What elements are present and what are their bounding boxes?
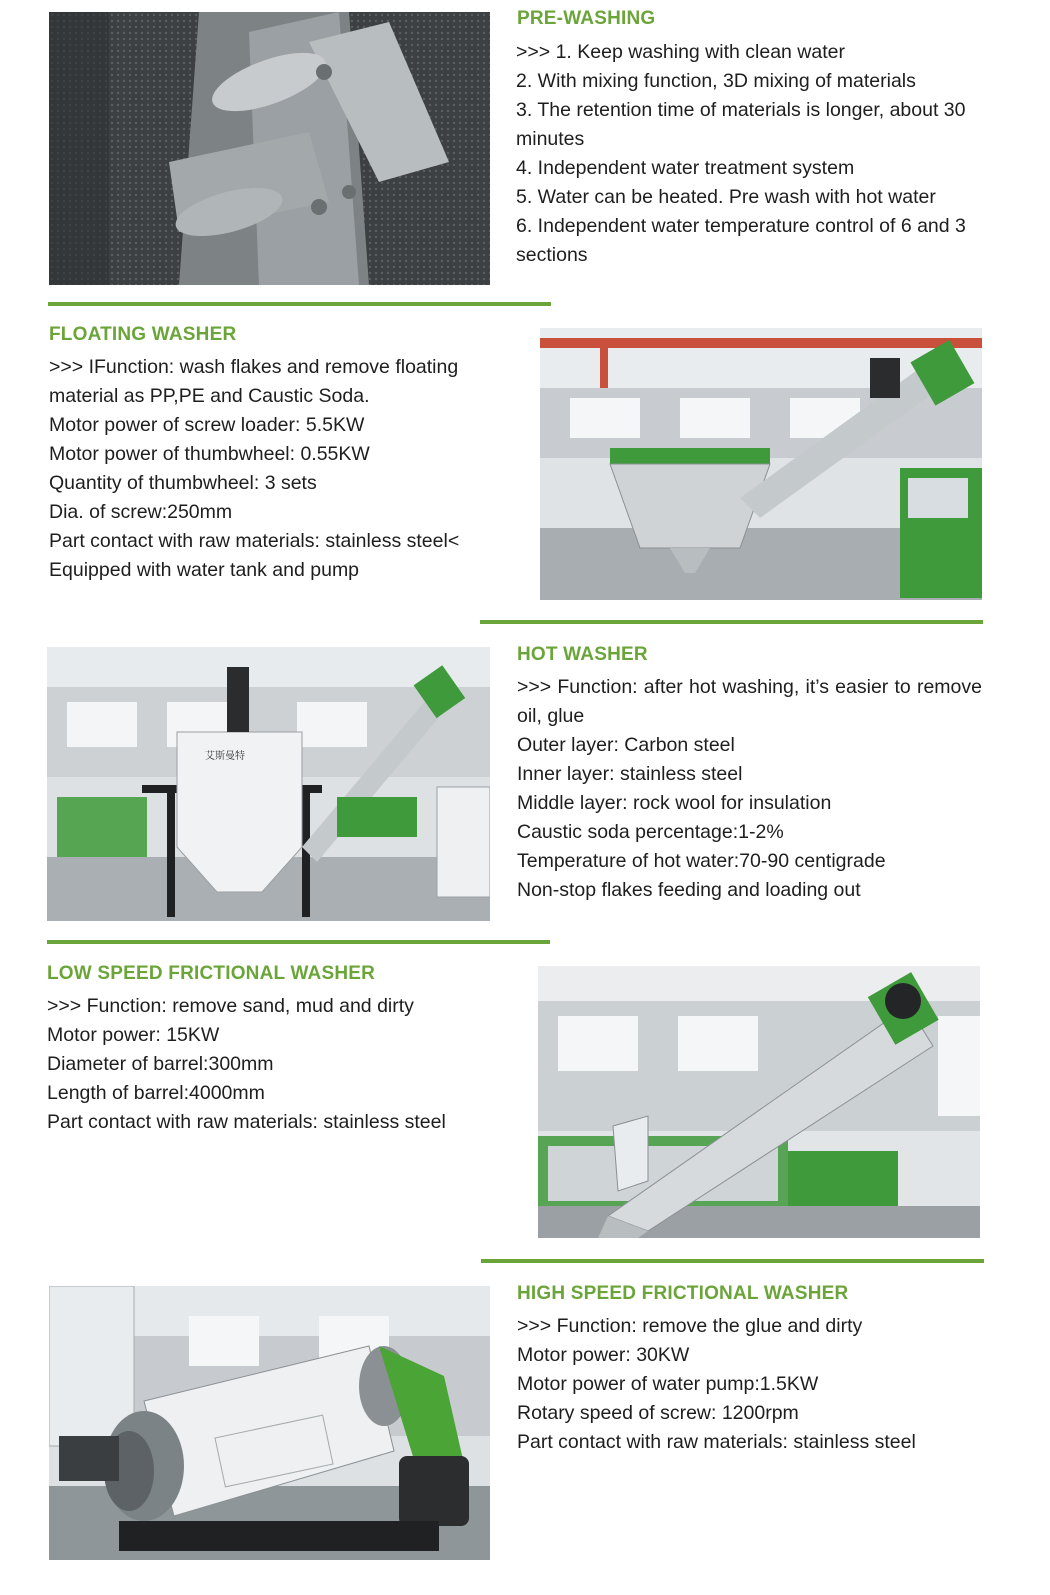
spec-line: Caustic soda percentage:1-2%: [517, 821, 784, 843]
hot-washer-title: HOT WASHER: [517, 644, 648, 665]
pre-washing-specs: [516, 38, 996, 270]
divider: [480, 620, 983, 624]
machine-brand-text: 艾斯曼特: [205, 751, 245, 762]
spec-line: 3. The retention time of materials is longer, about 30 minutes: [516, 99, 966, 150]
spec-line: 2. With mixing function, 3D mixing of materials: [516, 70, 916, 92]
divider: [47, 940, 550, 944]
spec-line: Part contact with raw materials: stainless steel<: [49, 530, 460, 552]
spec-line: 6. Independent water temperature control of 6 and 3 sections: [516, 215, 966, 266]
high-speed-washer-photo: [49, 1286, 490, 1560]
low-speed-washer-photo: [538, 966, 980, 1238]
spec-line: Part contact with raw materials: stainless steel: [47, 1111, 446, 1133]
hot-washer-specs: [517, 673, 982, 905]
spec-line: 4. Independent water treatment system: [516, 157, 855, 179]
divider: [481, 1259, 984, 1263]
floating-washer-specs: [49, 353, 494, 585]
spec-line: Quantity of thumbwheel: 3 sets: [49, 472, 317, 494]
spec-line: Temperature of hot water:70-90 centigrade: [517, 850, 886, 872]
spec-line: Dia. of screw:250mm: [49, 501, 233, 523]
spec-line: Length of barrel:4000mm: [47, 1082, 265, 1104]
floating-washer-title: FLOATING WASHER: [49, 324, 237, 345]
spec-line: Rotary speed of screw: 1200rpm: [517, 1402, 799, 1424]
divider: [48, 302, 551, 306]
spec-line: Motor power of water pump:1.5KW: [517, 1373, 819, 1395]
spec-line: Inner layer: stainless steel: [517, 763, 743, 785]
spec-line: >>> Function: remove sand, mud and dirty: [47, 995, 414, 1017]
spec-line: Part contact with raw materials: stainless steel: [517, 1431, 916, 1453]
pre-washing-photo: [49, 12, 490, 285]
spec-line: Equipped with water tank and pump: [49, 559, 360, 581]
hot-washer-photo: [47, 647, 490, 921]
high-speed-washer-title: HIGH SPEED FRICTIONAL WASHER: [517, 1283, 849, 1304]
spec-line: Diameter of barrel:300mm: [47, 1053, 274, 1075]
spec-line: Motor power of thumbwheel: 0.55KW: [49, 443, 370, 465]
spec-line: Middle layer: rock wool for insulation: [517, 792, 832, 814]
spec-line: Motor power of screw loader: 5.5KW: [49, 414, 365, 436]
floating-washer-photo: [540, 328, 982, 600]
spec-line: 5. Water can be heated. Pre wash with hot water: [516, 186, 936, 208]
spec-line: Motor power: 15KW: [47, 1024, 220, 1046]
pre-washing-title: PRE-WASHING: [517, 8, 656, 29]
spec-line: >>> Function: after hot washing, it’s easier to remove oil, glue: [517, 676, 982, 727]
low-speed-washer-title: LOW SPEED FRICTIONAL WASHER: [47, 963, 376, 984]
spec-line: >>> 1. Keep washing with clean water: [516, 41, 845, 63]
spec-line: >>> Function: remove the glue and dirty: [517, 1315, 863, 1337]
spec-line: >>> IFunction: wash flakes and remove floating material as PP,PE and Caustic Soda.: [49, 356, 459, 407]
high-speed-washer-specs: [517, 1312, 987, 1457]
low-speed-washer-specs: [47, 992, 497, 1137]
spec-line: Outer layer: Carbon steel: [517, 734, 735, 756]
spec-line: Non-stop flakes feeding and loading out: [517, 879, 861, 901]
spec-line: Motor power: 30KW: [517, 1344, 690, 1366]
